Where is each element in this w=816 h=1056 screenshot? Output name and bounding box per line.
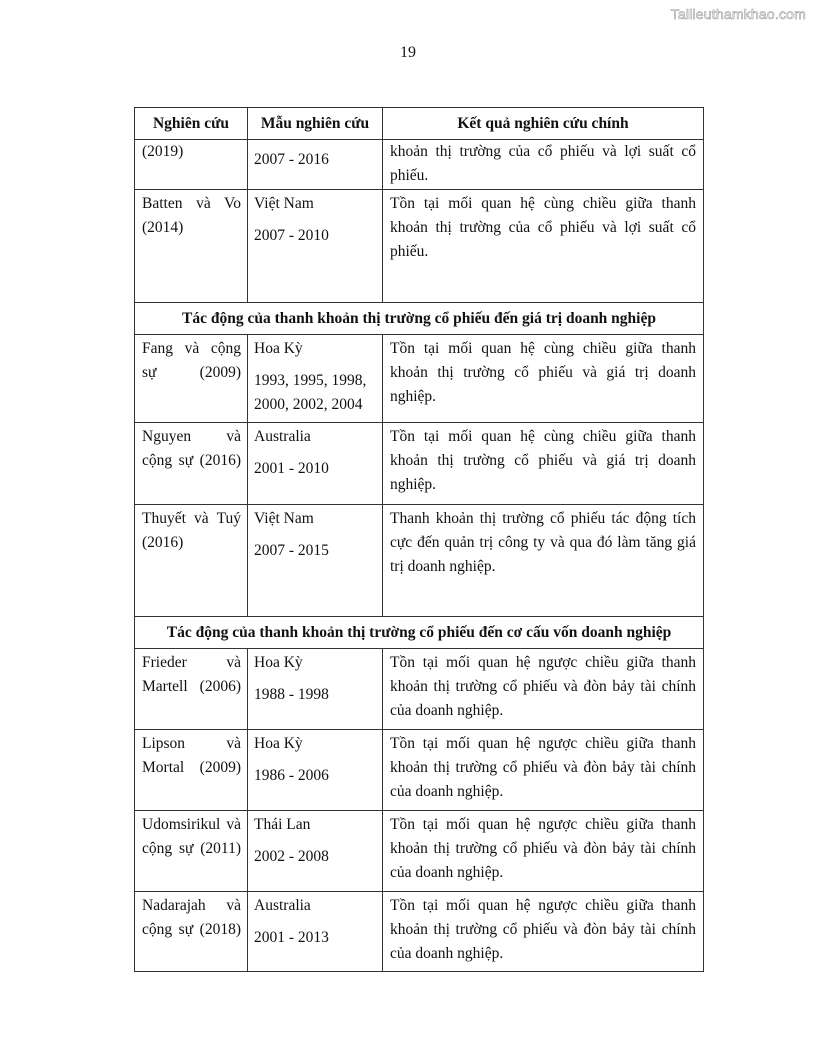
- result-cell: Tồn tại mối quan hệ ngược chiều giữa thanh khoản thị trường cổ phiếu và đòn bảy tài chính của doanh nghiệp.: [383, 730, 704, 811]
- section-row-capital: [135, 617, 704, 649]
- sample-country: Hoa Kỳ: [254, 340, 303, 357]
- table-row: [135, 335, 704, 423]
- section-row-value: [135, 303, 704, 335]
- sample-period: 2002 - 2008: [254, 848, 329, 865]
- sample-period: 1986 - 2006: [254, 767, 329, 784]
- result-cell: Tồn tại mối quan hệ cùng chiều giữa thanh khoản thị trường cổ phiếu và giá trị doanh nghiệp.: [383, 423, 704, 505]
- literature-review-table: [134, 107, 704, 972]
- sample-country: Hoa Kỳ: [254, 654, 303, 671]
- sample-country: Australia: [254, 428, 311, 445]
- study-cell: Thuyết và Tuý (2016): [135, 505, 248, 617]
- sample-country: Australia: [254, 897, 311, 914]
- result-cell: khoản thị trường của cổ phiếu và lợi suất cổ phiếu.: [383, 140, 704, 190]
- study-cell: Batten và Vo (2014): [135, 190, 248, 303]
- table-row: [135, 140, 704, 190]
- sample-cell: [248, 811, 383, 892]
- sample-cell: [248, 730, 383, 811]
- sample-cell: [248, 190, 383, 303]
- sample-period: 1988 - 1998: [254, 686, 329, 703]
- sample-cell: [248, 335, 383, 423]
- section-title-capital: Tác động của thanh khoản thị trường cổ phiếu đến cơ cấu vốn doanh nghiệp: [135, 617, 704, 649]
- table-row: [135, 190, 704, 303]
- sample-country: Thái Lan: [254, 816, 311, 833]
- result-cell: Tồn tại mối quan hệ ngược chiều giữa thanh khoản thị trường cổ phiếu và đòn bảy tài chính của doanh nghiệp.: [383, 892, 704, 972]
- sample-period: 2001 - 2010: [254, 460, 329, 477]
- header-result: Kết quả nghiên cứu chính: [383, 108, 704, 140]
- result-cell: Tồn tại mối quan hệ cùng chiều giữa thanh khoản thị trường của cổ phiếu và lợi suất cổ phiếu.: [383, 190, 704, 303]
- header-study: Nghiên cứu: [135, 108, 248, 140]
- sample-period: 2007 - 2010: [254, 227, 329, 244]
- study-cell: Nadarajah và cộng sự (2018): [135, 892, 248, 972]
- page-number: 19: [400, 44, 416, 61]
- sample-cell: [248, 649, 383, 730]
- study-cell: Fang và cộng sự (2009): [135, 335, 248, 423]
- sample-cell: [248, 505, 383, 617]
- study-cell: Nguyen và cộng sự (2016): [135, 423, 248, 505]
- study-cell: Udomsirikul và cộng sự (2011): [135, 811, 248, 892]
- study-cell: (2019): [135, 140, 248, 190]
- section-title-value: Tác động của thanh khoản thị trường cổ phiếu đến giá trị doanh nghiệp: [135, 303, 704, 335]
- table-row: [135, 649, 704, 730]
- table-row: [135, 730, 704, 811]
- sample-cell: [248, 140, 383, 190]
- table-header-row: [135, 108, 704, 140]
- header-sample: Mẫu nghiên cứu: [248, 108, 383, 140]
- table-row: [135, 505, 704, 617]
- sample-country: Việt Nam: [254, 195, 314, 212]
- result-cell: Thanh khoản thị trường cổ phiếu tác động tích cực đến quản trị công ty và qua đó làm tăng giá trị doanh nghiệp.: [383, 505, 704, 617]
- table-row: [135, 892, 704, 972]
- sample-period: 2007 - 2015: [254, 542, 329, 559]
- sample-country: Hoa Kỳ: [254, 735, 303, 752]
- sample-period: 2001 - 2013: [254, 929, 329, 946]
- table-row: [135, 811, 704, 892]
- table-row: [135, 423, 704, 505]
- result-cell: Tồn tại mối quan hệ ngược chiều giữa thanh khoản thị trường cổ phiếu và đòn bảy tài chính của doanh nghiệp.: [383, 649, 704, 730]
- sample-period: 1993, 1995, 1998, 2000, 2002, 2004: [254, 372, 367, 413]
- sample-cell: [248, 892, 383, 972]
- study-cell: Frieder và Martell (2006): [135, 649, 248, 730]
- study-cell: Lipson và Mortal (2009): [135, 730, 248, 811]
- sample-period: 2007 - 2016: [254, 151, 329, 168]
- result-cell: Tồn tại mối quan hệ cùng chiều giữa thanh khoản thị trường cổ phiếu và giá trị doanh nghiệp.: [383, 335, 704, 423]
- sample-country: Việt Nam: [254, 510, 314, 527]
- result-cell: Tồn tại mối quan hệ ngược chiều giữa thanh khoản thị trường cổ phiếu và đòn bảy tài chính của doanh nghiệp.: [383, 811, 704, 892]
- watermark-text: Tailieuthamkhao.com: [670, 6, 806, 22]
- sample-cell: [248, 423, 383, 505]
